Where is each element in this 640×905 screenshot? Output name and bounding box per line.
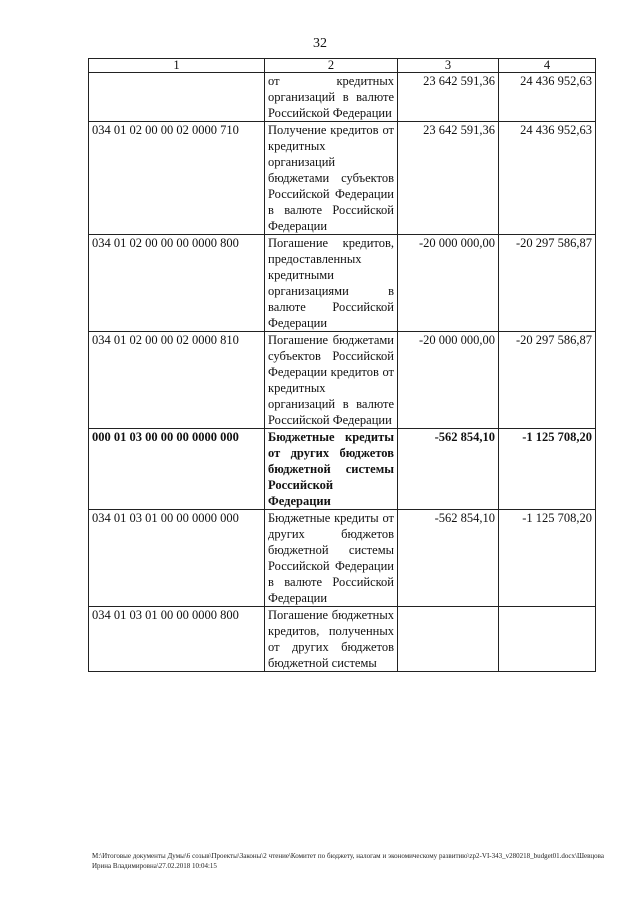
value-col3-cell: 23 642 591,36 [398, 122, 499, 235]
budget-code-cell: 034 01 03 01 00 00 0000 000 [89, 510, 265, 607]
value-col3-cell: 23 642 591,36 [398, 73, 499, 122]
value-col4-cell: -1 125 708,20 [499, 510, 596, 607]
value-col3-cell: -562 854,10 [398, 429, 499, 510]
value-col3-cell: -562 854,10 [398, 510, 499, 607]
column-header-1: 1 [89, 59, 265, 73]
budget-code-cell: 034 01 03 01 00 00 0000 800 [89, 607, 265, 672]
item-name-cell: Погашение кредитов, предоставленных кредитными организациями в валюте Российской Федерации [265, 235, 398, 332]
item-name-cell: Получение кредитов от кредитных организаций бюджетами субъектов Российской Федерации в валюте Российской Федерации [265, 122, 398, 235]
column-header-4: 4 [499, 59, 596, 73]
item-name-cell: Погашение бюджетами субъектов Российской Федерации кредитов от кредитных организаций в валюте Российской Федерации [265, 332, 398, 429]
item-name-cell: Погашение бюджетных кредитов, полученных от других бюджетов бюджетной системы [265, 607, 398, 672]
value-col4-cell: -20 297 586,87 [499, 235, 596, 332]
table-body [89, 73, 596, 672]
header-row [89, 59, 596, 73]
budget-code-cell: 000 01 03 00 00 00 0000 000 [89, 429, 265, 510]
value-col4-cell: 24 436 952,63 [499, 73, 596, 122]
value-col4-cell: -1 125 708,20 [499, 429, 596, 510]
table-row [89, 607, 596, 672]
value-col3-cell [398, 607, 499, 672]
item-name-cell: от кредитных организаций в валюте Российской Федерации [265, 73, 398, 122]
table-row [89, 73, 596, 122]
budget-code-cell: 034 01 02 00 00 02 0000 810 [89, 332, 265, 429]
budget-table [88, 58, 596, 672]
column-header-3: 3 [398, 59, 499, 73]
budget-code-cell: 034 01 02 00 00 02 0000 710 [89, 122, 265, 235]
item-name-cell: Бюджетные кредиты от других бюджетов бюджетной системы Российской Федерации в валюте Российской Федерации [265, 510, 398, 607]
value-col4-cell: -20 297 586,87 [499, 332, 596, 429]
column-header-2: 2 [265, 59, 398, 73]
value-col4-cell [499, 607, 596, 672]
value-col3-cell: -20 000 000,00 [398, 332, 499, 429]
budget-code-cell [89, 73, 265, 122]
item-name-cell: Бюджетные кредиты от других бюджетов бюджетной системы Российской Федерации [265, 429, 398, 510]
table-row [89, 235, 596, 332]
table-row [89, 510, 596, 607]
budget-code-cell: 034 01 02 00 00 00 0000 800 [89, 235, 265, 332]
value-col4-cell: 24 436 952,63 [499, 122, 596, 235]
table-row [89, 332, 596, 429]
document-footer-path: M:\Итоговые документы Думы\6 созыв\Проекты\Законы\2 чтение\Комитет по бюджету, налогам и экономическому развитию\zp2-VI-343_v280218_budget01.docx\Шевцова Ирина Владимировна\27.02.2018 10:04:15 [92, 852, 604, 870]
table-row [89, 122, 596, 235]
table-row [89, 429, 596, 510]
value-col3-cell: -20 000 000,00 [398, 235, 499, 332]
page-number: 32 [313, 36, 327, 51]
